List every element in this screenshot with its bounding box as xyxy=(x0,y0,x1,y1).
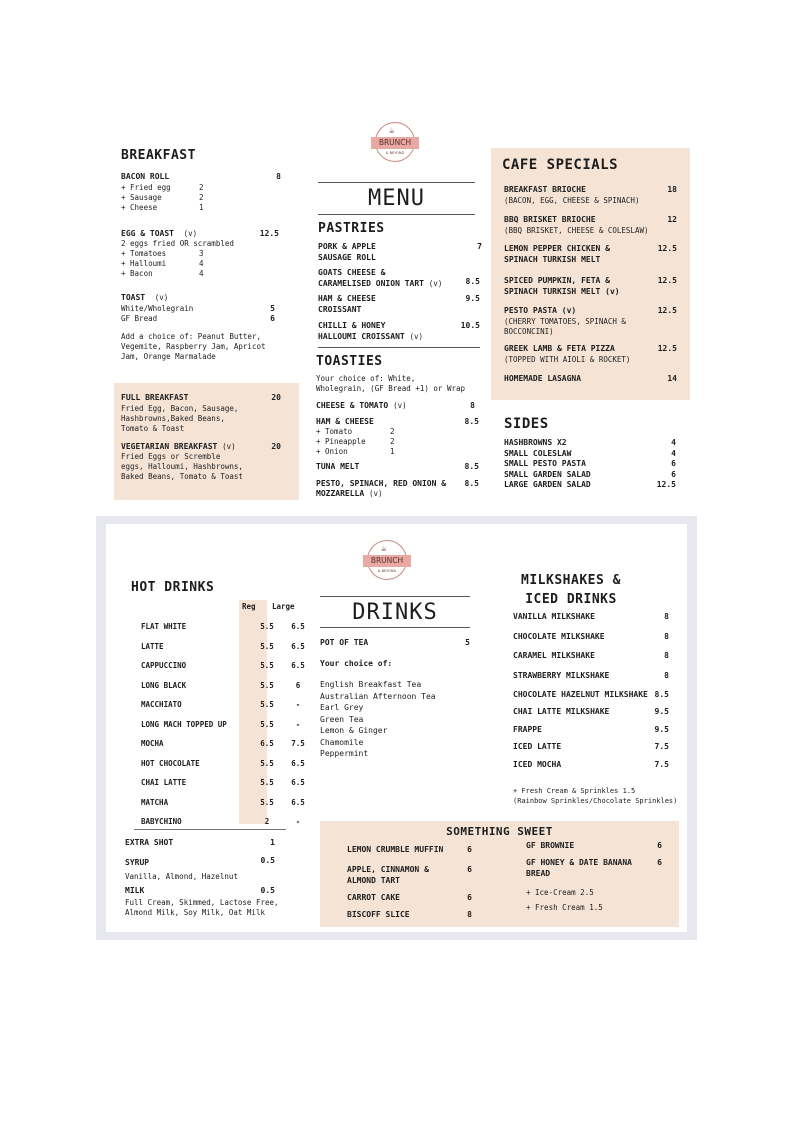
large-price: 6.5 xyxy=(291,641,305,651)
special-item: HOMEMADE LASAGNA 14 xyxy=(504,374,677,383)
milkshake-note: + Fresh Cream & Sprinkles 1.5 (Rainbow Sprinkles/Chocolate Sprinkles) xyxy=(513,787,678,805)
large-price: 6.5 xyxy=(291,661,305,670)
hot-drink-row xyxy=(141,637,311,657)
large-price: 6.5 xyxy=(291,758,305,768)
tea-options: English Breakfast Tea Australian Afternoon Tea Earl Grey Green Tea Lemon & Ginger Chamomile Peppermint xyxy=(320,680,436,758)
reg-price: 5.5 xyxy=(260,680,274,690)
drink-name: MOCHA xyxy=(141,739,164,748)
pastries-section xyxy=(318,221,482,342)
drink-name: MATCHA xyxy=(141,797,169,807)
extras-section: EXTRA SHOT 1 SYRUP 0.5 Vanilla, Almond, Hazelnut MILK 0.5 Full Cream, Skimmed, Lactose Free, Almond Milk, Soy Milk, Oat Milk xyxy=(125,838,279,917)
brunch-logo: ☕ BRUNCH & BEYOND xyxy=(363,540,411,588)
big-breakfast-panel: FULL BREAKFAST 20 Fried Egg, Bacon, Sausage, Hashbrowns,Baked Beans, Tomato & Toast VEGETARIAN BREAKFAST (v) 20 Fried Eggs or Scremble eggs, Halloumi, Hashbrowns, Baked Beans, Tomato & Toast xyxy=(114,383,299,500)
milkshake-item: CHOCOLATE MILKSHAKE 8 xyxy=(513,631,669,641)
pesto-toastie-item: PESTO, SPINACH, RED ONION & MOZZARELLA (v) 8.5 xyxy=(316,478,479,498)
drink-name: MACCHIATO xyxy=(141,700,182,709)
reg-price: 5.5 xyxy=(260,778,274,787)
pot-of-tea-item: POT OF TEA 5 xyxy=(320,638,470,647)
pastry-item: PORK & APPLE SAUSAGE ROLL 7 xyxy=(318,242,482,262)
egg-toast-addons: + Tomatoes 3 + Halloumi 4 + Bacon 4 xyxy=(121,249,204,278)
reg-price: 5.5 xyxy=(260,661,274,670)
milkshake-item: CHOCOLATE HAZELNUT MILKSHAKE 8.5 xyxy=(513,690,669,699)
sweet-item: LEMON CRUMBLE MUFFIN 6 xyxy=(347,845,472,854)
special-item: SPICED PUMPKIN, FETA & SPINACH TURKISH MELT (v) 12.5 xyxy=(504,276,677,296)
hot-drink-row xyxy=(141,754,311,774)
tuna-melt-item: TUNA MELT 8.5 xyxy=(316,462,479,471)
hot-drink-row xyxy=(141,715,311,735)
milkshakes-heading: MILKSHAKES & ICED DRINKS xyxy=(521,573,621,607)
pastry-item: GOATS CHEESE & CARAMELISED ONION TART (v) 8.5 xyxy=(318,268,480,288)
milkshake-item: ICED LATTE 7.5 xyxy=(513,742,669,751)
special-item: LEMON PEPPER CHICKEN & SPINACH TURKISH MELT 12.5 xyxy=(504,244,677,264)
large-price: 6.5 xyxy=(291,797,305,807)
breakfast-heading: BREAKFAST xyxy=(121,148,196,163)
drink-name: CHAI LATTE xyxy=(141,778,187,787)
reg-price: 2 xyxy=(264,817,270,826)
drink-name: HOT CHOCOLATE xyxy=(141,758,200,768)
sweet-item: GF BROWNIE 6 xyxy=(526,841,662,850)
large-price: 6.5 xyxy=(291,778,305,787)
toasties-heading: TOASTIES xyxy=(316,354,383,369)
pastries-heading: PASTRIES xyxy=(318,221,385,236)
full-breakfast-item: FULL BREAKFAST 20 xyxy=(121,393,281,402)
egg-toast-item: EGG & TOAST (v) 12.5 xyxy=(121,228,279,238)
pastry-item: CHILLI & HONEY HALLOUMI CROISSANT (v) 10.5 xyxy=(318,321,480,341)
hot-drink-row xyxy=(141,676,311,696)
cafe-specials-heading: CAFE SPECIALS xyxy=(502,157,619,173)
sweet-item: CARROT CAKE 6 xyxy=(347,893,472,902)
large-price: 6 xyxy=(295,680,301,690)
milkshake-item: STRAWBERRY MILKSHAKE 8 xyxy=(513,670,669,680)
milkshake-item: CARAMEL MILKSHAKE 8 xyxy=(513,651,669,660)
pastry-item: HAM & CHEESE CROISSANT 9.5 xyxy=(318,294,480,314)
cheese-tomato-item: CHEESE & TOMATO (v) 8 xyxy=(316,401,475,410)
hot-drink-row xyxy=(141,695,311,715)
reg-price: 5.5 xyxy=(260,797,274,807)
special-item: PESTO PASTA (v) (CHERRY TOMATOES, SPINACH & BOCCONCINI) 12.5 xyxy=(504,306,677,336)
toast-item: TOAST (v) xyxy=(121,293,169,302)
reg-column-header: Reg xyxy=(242,602,256,611)
sweet-item: BISCOFF SLICE 8 xyxy=(347,910,472,919)
drink-name: LONG MACH TOPPED UP xyxy=(141,719,227,729)
hot-drink-row xyxy=(141,656,311,676)
reg-price: 5.5 xyxy=(260,719,274,729)
reg-price: 5.5 xyxy=(260,622,274,631)
reg-price: 6.5 xyxy=(260,739,274,748)
extra-shot-item: EXTRA SHOT 1 xyxy=(125,838,275,847)
drinks-title: DRINKS xyxy=(352,600,438,625)
reg-price: 5.5 xyxy=(260,641,274,651)
milkshake-item: ICED MOCHA 7.5 xyxy=(513,759,669,769)
special-item: GREEK LAMB & FETA PIZZA (TOPPED WITH AIOLI & ROCKET) 12.5 xyxy=(504,344,677,364)
hot-drink-row xyxy=(141,773,311,793)
large-price: 6.5 xyxy=(291,622,305,631)
cafe-specials-panel xyxy=(491,148,690,400)
side-item: SMALL GARDEN SALAD 6 xyxy=(504,469,676,479)
vegetarian-breakfast-item: VEGETARIAN BREAKFAST (v) 20 xyxy=(121,441,281,451)
coffee-cup-icon: ☕ xyxy=(381,544,387,554)
menu-title: MENU xyxy=(368,186,425,211)
large-column-header: Large xyxy=(272,602,295,611)
large-price: - xyxy=(295,700,301,709)
sides-section xyxy=(504,416,676,491)
brunch-logo: ☕ BRUNCH & BEYOND xyxy=(371,122,419,170)
bacon-roll-addons: + Fried egg 2 + Sausage 2 + Cheese 1 xyxy=(121,182,204,212)
hot-drink-row xyxy=(141,793,311,813)
syrup-item: SYRUP 0.5 xyxy=(125,856,275,867)
ham-cheese-toastie-item: HAM & CHEESE 8.5 xyxy=(316,416,479,426)
breakfast-section: BREAKFAST BACON ROLL 8 + Fried egg 2 + Sausage 2 + Cheese 1 EGG & TOAST (v) 12.5 2 eggs fried OR scrambled + Tomatoes 3 + Halloumi 4 + Bacon 4 TOAST (v) White/Wholegrain 5 GF Bread 6 Add a choice of: Peanut Butter, Vegemite, Raspberry Jam, Apricot Jam, Orange Marmalade xyxy=(121,148,281,361)
sweet-item: APPLE, CINNAMON & ALMOND TART 6 xyxy=(347,865,472,885)
sides-heading: SIDES xyxy=(504,416,549,432)
drink-name: FLAT WHITE xyxy=(141,622,187,631)
milk-item: MILK 0.5 xyxy=(125,885,275,895)
drinks-page xyxy=(96,516,697,940)
side-item: HASHBROWNS X2 4 xyxy=(504,438,676,447)
large-price: 7.5 xyxy=(291,739,305,748)
reg-price: 5.5 xyxy=(260,758,274,768)
drink-name: LONG BLACK xyxy=(141,680,187,690)
side-item: SMALL PESTO PASTA 6 xyxy=(504,459,676,468)
drink-name: CAPPUCCINO xyxy=(141,661,187,670)
toast-spreads-note: Add a choice of: Peanut Butter, Vegemite, Raspberry Jam, Apricot Jam, Orange Marmalade xyxy=(121,331,266,361)
toasties-section: TOASTIES Your choice of: White, Wholegrain, (GF Bread +1) or Wrap CHEESE & TOMATO (v) 8 HAM & CHEESE 8.5 + Tomato 2 + Pineapple 2 + Onion 1 TUNA MELT 8.5 PESTO, SPINACH, RED ONION & MOZZARELLA (v) 8.5 xyxy=(316,354,479,498)
something-sweet-heading: SOMETHING SWEET xyxy=(446,825,553,838)
hot-drink-row xyxy=(141,617,311,637)
tea-section: POT OF TEA 5 Your choice of: English Breakfast Tea Australian Afternoon Tea Earl Grey Green Tea Lemon & Ginger Chamomile Peppermint xyxy=(320,638,470,758)
milkshake-item: CHAI LATTE MILKSHAKE 9.5 xyxy=(513,707,669,716)
hot-drink-row xyxy=(141,734,311,754)
milkshakes-list xyxy=(513,612,669,777)
bacon-roll-item: BACON ROLL 8 xyxy=(121,172,281,181)
reg-price: 5.5 xyxy=(260,700,274,709)
hot-drinks-heading: HOT DRINKS xyxy=(131,580,215,595)
special-item: BBQ BRISKET BRIOCHE (BBQ BRISKET, CHEESE & COLESLAW) 12 xyxy=(504,215,677,235)
coffee-cup-icon: ☕ xyxy=(389,126,395,136)
something-sweet-panel: SOMETHING SWEET LEMON CRUMBLE MUFFIN 6 APPLE, CINNAMON & ALMOND TART 6 CARROT CAKE 6 BISCOFF SLICE 8 GF BROWNIE 6 GF HONEY & DATE BANANA BREAD 6 + Ice-Cream 2.5 + Fresh Cream 1.5 xyxy=(320,821,679,927)
side-item: SMALL COLESLAW 4 xyxy=(504,448,676,458)
large-price: - xyxy=(295,817,301,826)
side-item: LARGE GARDEN SALAD 12.5 xyxy=(504,480,676,489)
sweet-item: GF HONEY & DATE BANANA BREAD 6 xyxy=(526,858,662,878)
drink-name: LATTE xyxy=(141,641,164,651)
milkshake-item: FRAPPE 9.5 xyxy=(513,724,669,734)
milkshake-item: VANILLA MILKSHAKE 8 xyxy=(513,612,669,621)
drink-name: BABYCHINO xyxy=(141,817,182,826)
special-item: BREAKFAST BRIOCHE (BACON, EGG, CHEESE & SPINACH) 18 xyxy=(504,185,677,205)
large-price: - xyxy=(295,719,301,729)
